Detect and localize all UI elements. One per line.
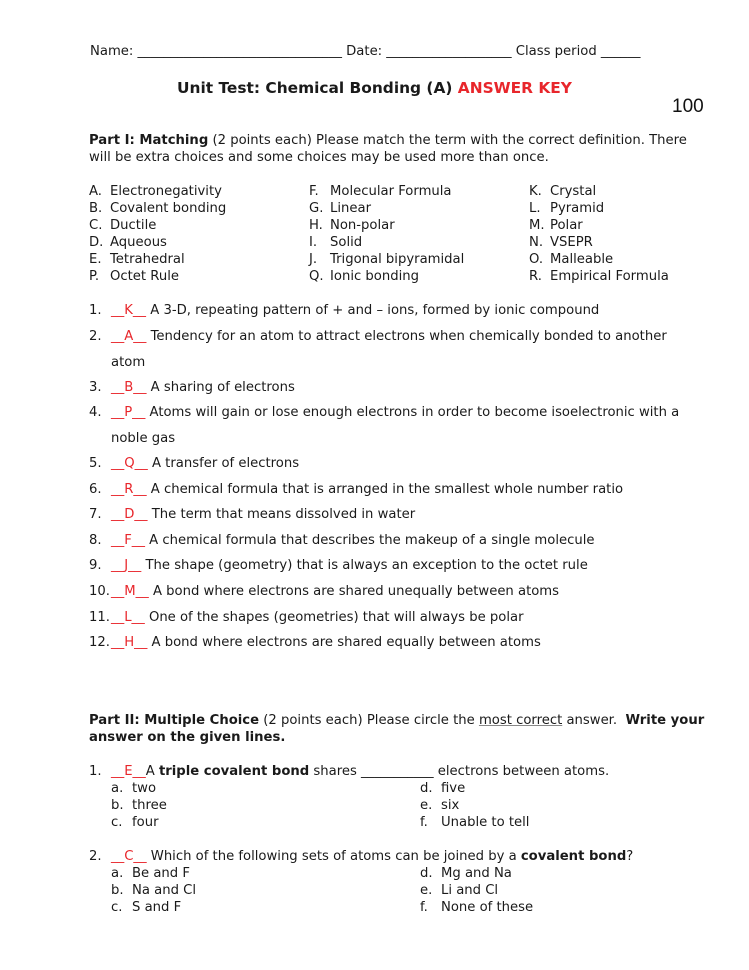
option[interactable]: b. three bbox=[111, 798, 167, 813]
option[interactable]: e. six bbox=[420, 798, 460, 813]
name-field[interactable]: Name: _______________________________ bbox=[90, 44, 342, 59]
answer-blank[interactable]: __P__ bbox=[111, 405, 146, 420]
answer-blank[interactable]: __B__ bbox=[111, 380, 147, 395]
option[interactable]: a. Be and F bbox=[111, 866, 190, 881]
answer-blank[interactable]: __H__ bbox=[111, 635, 148, 650]
answer-blank[interactable]: __C__ bbox=[111, 849, 147, 864]
mc-options bbox=[111, 780, 620, 831]
matching-question: 4. __P__ Atoms will gain or lose enough electrons in order to become isoelectronic with a noble gas bbox=[89, 405, 680, 446]
choice-item: E. Tetrahedral bbox=[89, 252, 185, 267]
choice-item: L. Pyramid bbox=[529, 201, 605, 216]
matching-choices bbox=[89, 183, 709, 285]
answer-blank[interactable]: __K__ bbox=[111, 303, 147, 318]
option[interactable]: f. Unable to tell bbox=[420, 815, 530, 830]
choice-item: B. Covalent bonding bbox=[89, 201, 227, 216]
mc-question: 1. __E__A triple covalent bond shares ___________ electrons between atoms. bbox=[89, 764, 610, 779]
matching-question: 12.__H__ A bond where electrons are shared equally between atoms bbox=[89, 635, 541, 650]
option[interactable]: e. Li and Cl bbox=[420, 883, 499, 898]
class-period-field[interactable]: Class period ______ bbox=[515, 44, 641, 59]
matching-question: 1. __K__ A 3-D, repeating pattern of + and – ions, formed by ionic compound bbox=[89, 303, 600, 318]
title-main: Unit Test: Chemical Bonding (A) bbox=[177, 79, 453, 97]
option[interactable]: c. four bbox=[111, 815, 159, 830]
answer-blank[interactable]: __D__ bbox=[111, 507, 148, 522]
score: 100 bbox=[672, 96, 704, 117]
option[interactable]: b. Na and Cl bbox=[111, 883, 197, 898]
answer-blank[interactable]: __E__ bbox=[111, 764, 146, 779]
choice-item: Q. Ionic bonding bbox=[309, 269, 419, 284]
choice-item: M. Polar bbox=[529, 218, 583, 233]
option[interactable]: d. Mg and Na bbox=[420, 866, 512, 881]
choice-item: N. VSEPR bbox=[529, 235, 593, 250]
choice-item: D. Aqueous bbox=[89, 235, 167, 250]
answer-blank[interactable]: __R__ bbox=[111, 482, 147, 497]
part2-instructions: Part II: Multiple Choice (2 points each) Please circle the most correct answer. Write your answer on the given lines. bbox=[89, 713, 705, 745]
choice-item: P. Octet Rule bbox=[89, 269, 179, 284]
choice-item: R. Empirical Formula bbox=[529, 269, 669, 284]
header-fields bbox=[90, 44, 640, 59]
answer-key-label: ANSWER KEY bbox=[457, 79, 572, 97]
answer-blank[interactable]: __M__ bbox=[111, 584, 149, 599]
choice-item: C. Ductile bbox=[89, 218, 157, 233]
choice-item: I. Solid bbox=[309, 235, 363, 250]
part1-text: Please match the term with the correct definition. There will be extra choices and some choices may be used more than once. bbox=[89, 133, 687, 165]
matching-question: 6. __R__ A chemical formula that is arranged in the smallest whole number ratio bbox=[89, 482, 624, 497]
option[interactable]: f. None of these bbox=[420, 900, 534, 915]
answer-blank[interactable]: __J__ bbox=[111, 558, 142, 573]
part1-points: (2 points each) bbox=[212, 133, 312, 148]
part1-instructions bbox=[89, 132, 709, 166]
part1-heading: Part I: Matching bbox=[89, 133, 209, 148]
matching-question: 8. __F__ A chemical formula that describes the makeup of a single molecule bbox=[89, 533, 595, 548]
mc-options bbox=[111, 865, 620, 916]
option[interactable]: c. S and F bbox=[111, 900, 182, 915]
matching-question: 7. __D__ The term that means dissolved in water bbox=[89, 507, 416, 522]
matching-question: 11.__L__ One of the shapes (geometries) that will always be polar bbox=[89, 610, 524, 625]
choice-item: G. Linear bbox=[309, 201, 371, 216]
choice-item: A. Electronegativity bbox=[89, 184, 222, 199]
matching-question: 3. __B__ A sharing of electrons bbox=[89, 380, 295, 395]
answer-blank[interactable]: __Q__ bbox=[111, 456, 148, 471]
page-title bbox=[0, 79, 749, 97]
choice-item: K. Crystal bbox=[529, 184, 597, 199]
matching-question: 9. __J__ The shape (geometry) that is always an exception to the octet rule bbox=[89, 558, 588, 573]
answer-blank[interactable]: __L__ bbox=[111, 610, 145, 625]
answer-blank[interactable]: __A__ bbox=[111, 329, 147, 344]
mc-question: 2. __C__ Which of the following sets of atoms can be joined by a covalent bond? bbox=[89, 849, 634, 864]
matching-question: 10.__M__ A bond where electrons are shared unequally between atoms bbox=[89, 584, 560, 599]
option[interactable]: d. five bbox=[420, 781, 466, 796]
choice-item: O. Malleable bbox=[529, 252, 614, 267]
matching-question: 2. __A__ Tendency for an atom to attract electrons when chemically bonded to another atom bbox=[89, 329, 667, 370]
part2-heading: Part II: Multiple Choice bbox=[89, 713, 260, 728]
date-field[interactable]: Date: ___________________ bbox=[346, 44, 512, 59]
option[interactable]: a. two bbox=[111, 781, 157, 796]
choice-item: H. Non-polar bbox=[309, 218, 395, 233]
answer-blank[interactable]: __F__ bbox=[111, 533, 145, 548]
matching-question: 5. __Q__ A transfer of electrons bbox=[89, 456, 300, 471]
choice-item: F. Molecular Formula bbox=[309, 184, 452, 199]
choice-item: J. Trigonal bipyramidal bbox=[309, 252, 465, 267]
